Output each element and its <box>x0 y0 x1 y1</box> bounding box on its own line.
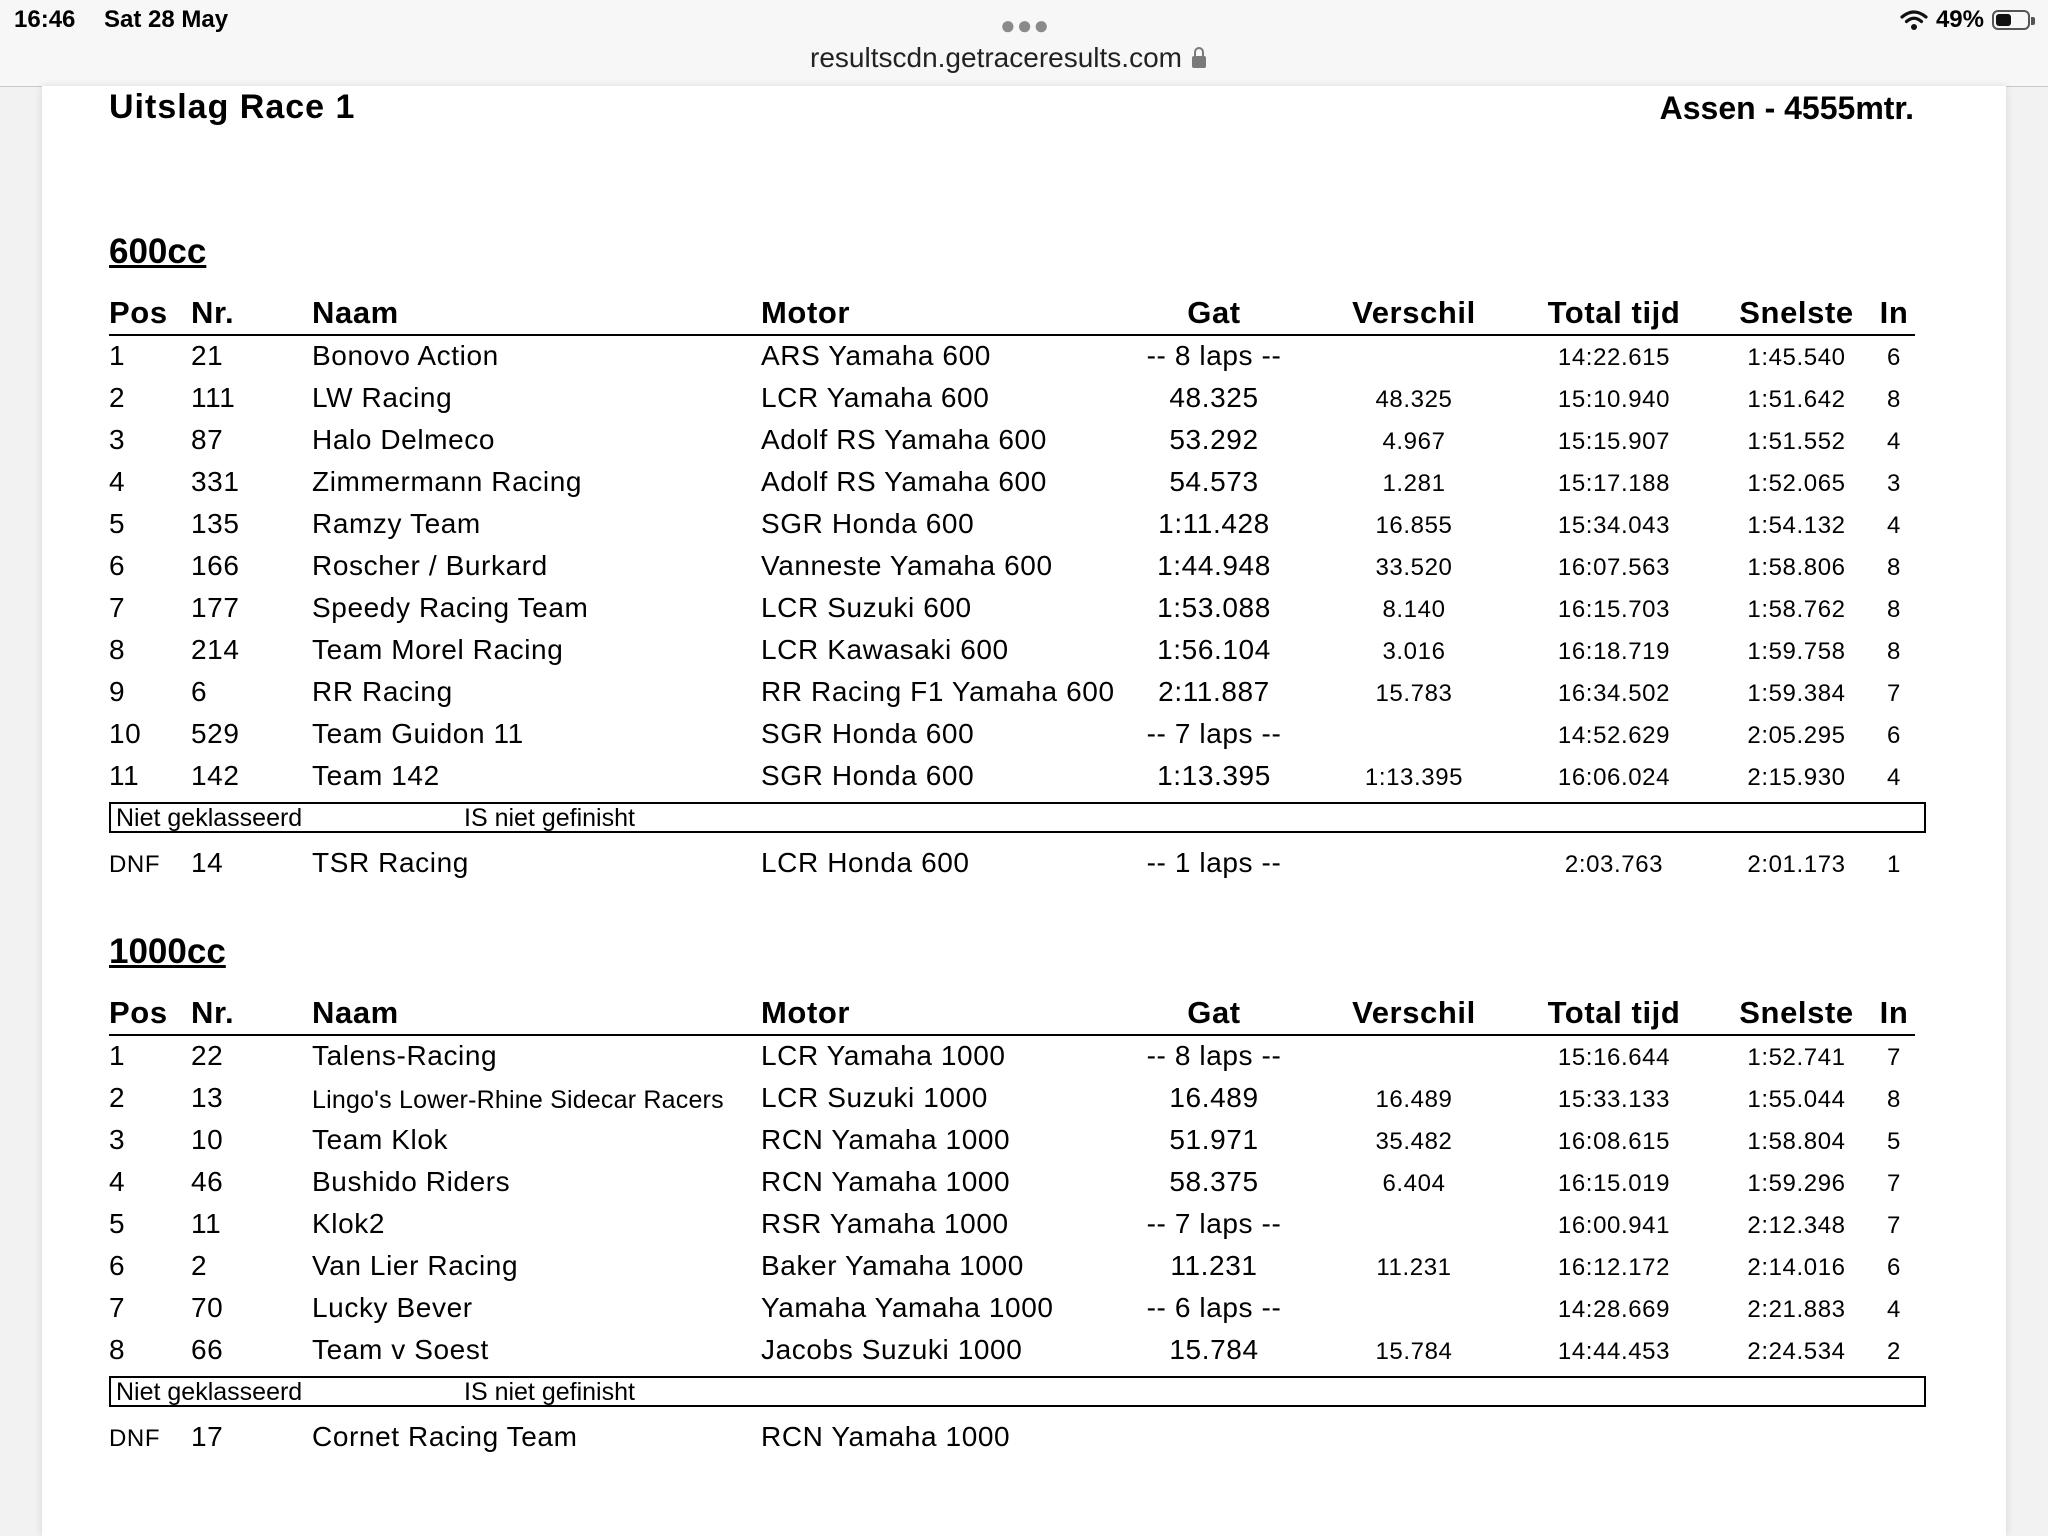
cell-gat: -- 7 laps -- <box>1146 718 1282 749</box>
cell-nr: 177 <box>191 592 240 623</box>
cell-snelste: 1:51.552 <box>1747 428 1846 455</box>
col-header-naam: Naam <box>312 295 399 330</box>
col-header-in: In <box>1879 995 1909 1030</box>
class-title: 1000cc <box>109 932 226 971</box>
cell-total: 15:16.644 <box>1557 1044 1671 1071</box>
address-bar[interactable] <box>0 42 2016 74</box>
cell-motor: LCR Suzuki 1000 <box>761 1082 988 1113</box>
cell-naam: TSR Racing <box>312 847 469 878</box>
cell-in: 8 <box>1887 596 1901 623</box>
cell-motor: SGR Honda 600 <box>761 508 975 539</box>
cell-naam: Roscher / Burkard <box>312 550 548 581</box>
cell-verschil: 35.482 <box>1375 1128 1453 1155</box>
table-row <box>109 378 1939 420</box>
cell-verschil: 33.520 <box>1375 554 1453 581</box>
cell-gat: 15.784 <box>1169 1334 1259 1365</box>
cell-verschil: 6.404 <box>1382 1170 1446 1197</box>
cell-verschil: 48.325 <box>1375 386 1453 413</box>
cell-nr: 66 <box>191 1334 224 1365</box>
cell-snelste: 1:52.741 <box>1747 1044 1846 1071</box>
cell-verschil: 1.281 <box>1382 470 1446 497</box>
cell-pos: 2 <box>109 1082 126 1113</box>
cell-naam: Bushido Riders <box>312 1166 511 1197</box>
not-classified-bar <box>109 802 1926 833</box>
cell-naam: Klok2 <box>312 1208 386 1239</box>
cell-verschil: 3.016 <box>1382 638 1446 665</box>
cell-snelste: 2:05.295 <box>1747 722 1846 749</box>
cell-gat: -- 8 laps -- <box>1146 340 1282 371</box>
col-header-in: In <box>1879 295 1909 330</box>
battery-percent: 49% <box>1935 6 1984 33</box>
cell-motor: Yamaha Yamaha 1000 <box>761 1292 1054 1323</box>
date: Sat 28 May <box>104 6 229 33</box>
cell-in: 6 <box>1887 1254 1901 1281</box>
battery-level <box>1996 14 2011 26</box>
table-row <box>109 672 1939 714</box>
cell-naam: LW Racing <box>312 382 453 413</box>
table-row <box>109 714 1939 756</box>
section-1000cc <box>109 932 1939 1459</box>
cell-snelste: 1:58.806 <box>1747 554 1846 581</box>
cell-naam: Lingo's Lower-Rhine Sidecar Racers <box>312 1086 724 1114</box>
cell-naam: Team 142 <box>312 760 440 791</box>
not-classified-note: IS niet gefinisht <box>464 1378 635 1406</box>
cell-pos: 8 <box>109 634 126 665</box>
dnf-rows <box>109 1417 1939 1459</box>
cell-nr: 10 <box>191 1124 224 1155</box>
cell-pos: 8 <box>109 1334 126 1365</box>
cell-gat: 2:11.887 <box>1158 676 1270 707</box>
cell-verschil: 16.855 <box>1375 512 1453 539</box>
cell-gat: -- 6 laps -- <box>1146 1292 1282 1323</box>
results-rows <box>109 336 1939 798</box>
cell-in: 5 <box>1887 1128 1901 1155</box>
cell-motor: Baker Yamaha 1000 <box>761 1250 1024 1281</box>
table-row <box>109 504 1939 546</box>
cell-total: 15:33.133 <box>1557 1086 1671 1113</box>
cell-nr: 529 <box>191 718 240 749</box>
col-header-verschil: Verschil <box>1352 295 1476 330</box>
cell-nr: 11 <box>191 1208 222 1239</box>
cell-pos: 1 <box>109 340 126 371</box>
cell-in: 7 <box>1887 1170 1901 1197</box>
cell-gat: 58.375 <box>1169 1166 1259 1197</box>
cell-motor: LCR Yamaha 600 <box>761 382 990 413</box>
cell-nr: 135 <box>191 508 240 539</box>
table-row <box>109 462 1939 504</box>
table-row <box>109 588 1939 630</box>
cell-pos: 4 <box>109 466 126 497</box>
cell-in: 1 <box>1887 851 1901 878</box>
col-header-verschil: Verschil <box>1352 995 1476 1030</box>
cell-snelste: 1:54.132 <box>1747 512 1846 539</box>
cell-total: 14:44.453 <box>1557 1338 1671 1365</box>
cell-pos: 9 <box>109 676 126 707</box>
table-row <box>109 1246 1939 1288</box>
cell-naam: Van Lier Racing <box>312 1250 519 1281</box>
cell-naam: Talens-Racing <box>312 1040 498 1071</box>
cell-snelste: 2:21.883 <box>1747 1296 1846 1323</box>
cell-pos: DNF <box>109 851 161 878</box>
table-row <box>109 420 1939 462</box>
table-row <box>109 1330 1939 1372</box>
not-classified-label: Niet geklasseerd <box>116 804 303 832</box>
cell-nr: 21 <box>191 340 224 371</box>
cell-snelste: 1:52.065 <box>1747 470 1846 497</box>
more-dots-icon[interactable]: ●●● <box>1000 10 1051 40</box>
cell-pos: 3 <box>109 424 126 455</box>
cell-total: 15:34.043 <box>1557 512 1671 539</box>
cell-in: 7 <box>1887 1044 1901 1071</box>
cell-nr: 331 <box>191 466 240 497</box>
cell-motor: RCN Yamaha 1000 <box>761 1124 1011 1155</box>
class-title: 600cc <box>109 232 207 271</box>
cell-in: 8 <box>1887 386 1901 413</box>
cell-motor: Adolf RS Yamaha 600 <box>761 424 1047 455</box>
cell-motor: Jacobs Suzuki 1000 <box>761 1334 1023 1365</box>
cell-nr: 14 <box>191 847 224 878</box>
cell-total: 15:17.188 <box>1557 470 1671 497</box>
cell-total: 16:00.941 <box>1557 1212 1671 1239</box>
cell-gat: 1:11.428 <box>1158 508 1270 539</box>
cell-gat: 54.573 <box>1169 466 1259 497</box>
col-header-motor: Motor <box>761 995 851 1030</box>
not-classified-note: IS niet gefinisht <box>464 804 635 832</box>
cell-snelste: 2:01.173 <box>1747 851 1846 878</box>
cell-pos: 10 <box>109 718 142 749</box>
cell-in: 6 <box>1887 722 1901 749</box>
cell-total: 16:15.703 <box>1557 596 1671 623</box>
cell-motor: RR Racing F1 Yamaha 600 <box>761 676 1115 707</box>
cell-in: 4 <box>1887 1296 1901 1323</box>
section-600cc <box>109 232 1939 885</box>
cell-total: 16:08.615 <box>1557 1128 1671 1155</box>
dnf-rows <box>109 843 1939 885</box>
cell-gat: 48.325 <box>1169 382 1259 413</box>
cell-verschil: 16.489 <box>1375 1086 1453 1113</box>
status-bar <box>0 0 2048 87</box>
page-title: Uitslag Race 1 <box>109 88 356 126</box>
cell-total: 14:22.615 <box>1557 344 1671 371</box>
battery-cap <box>2031 17 2035 25</box>
cell-in: 8 <box>1887 554 1901 581</box>
cell-in: 3 <box>1887 470 1901 497</box>
cell-verschil: 1:13.395 <box>1364 764 1464 791</box>
table-row <box>109 336 1939 378</box>
cell-motor: LCR Suzuki 600 <box>761 592 972 623</box>
cell-pos: 4 <box>109 1166 126 1197</box>
col-header-nr: Nr. <box>191 295 235 330</box>
cell-nr: 17 <box>191 1421 224 1452</box>
cell-pos: 7 <box>109 1292 126 1323</box>
cell-naam: Bonovo Action <box>312 340 499 371</box>
cell-naam: RR Racing <box>312 676 453 707</box>
status-indicators <box>1900 6 2030 34</box>
cell-motor: SGR Honda 600 <box>761 718 975 749</box>
table-row <box>109 1417 1939 1459</box>
cell-pos: 7 <box>109 592 126 623</box>
cell-motor: LCR Yamaha 1000 <box>761 1040 1006 1071</box>
table-row <box>109 756 1939 798</box>
table-header <box>109 992 1915 1036</box>
cell-naam: Team Klok <box>312 1124 449 1155</box>
cell-pos: 1 <box>109 1040 126 1071</box>
cell-pos: 6 <box>109 1250 126 1281</box>
cell-naam: Cornet Racing Team <box>312 1421 578 1452</box>
cell-nr: 111 <box>191 382 236 413</box>
col-header-naam: Naam <box>312 995 399 1030</box>
cell-in: 4 <box>1887 764 1901 791</box>
cell-verschil: 4.967 <box>1382 428 1446 455</box>
table-row <box>109 1036 1939 1078</box>
cell-total: 16:34.502 <box>1557 680 1671 707</box>
cell-pos: 5 <box>109 1208 126 1239</box>
cell-motor: LCR Kawasaki 600 <box>761 634 1009 665</box>
cell-gat: 1:56.104 <box>1157 634 1271 665</box>
cell-motor: RCN Yamaha 1000 <box>761 1166 1011 1197</box>
col-header-gat: Gat <box>1187 995 1241 1030</box>
cell-pos: 5 <box>109 508 126 539</box>
cell-naam: Ramzy Team <box>312 508 481 539</box>
cell-gat: 1:13.395 <box>1157 760 1271 791</box>
cell-pos: 2 <box>109 382 126 413</box>
table-row <box>109 1120 1939 1162</box>
cell-naam: Zimmermann Racing <box>312 466 583 497</box>
url-text: resultscdn.getraceresults.com <box>810 42 1182 73</box>
cell-motor: ARS Yamaha 600 <box>761 340 991 371</box>
table-row <box>109 843 1939 885</box>
col-header-snelste: Snelste <box>1739 995 1854 1030</box>
cell-total: 16:12.172 <box>1557 1254 1671 1281</box>
cell-pos: 11 <box>109 760 140 791</box>
cell-motor: SGR Honda 600 <box>761 760 975 791</box>
cell-motor: RSR Yamaha 1000 <box>761 1208 1009 1239</box>
cell-snelste: 2:15.930 <box>1747 764 1846 791</box>
cell-in: 4 <box>1887 512 1901 539</box>
lock-icon <box>1192 56 1206 68</box>
not-classified-bar <box>109 1376 1926 1407</box>
cell-gat: 16.489 <box>1169 1082 1259 1113</box>
cell-gat: 53.292 <box>1169 424 1259 455</box>
cell-snelste: 1:59.758 <box>1747 638 1846 665</box>
cell-total: 15:15.907 <box>1557 428 1671 455</box>
cell-in: 6 <box>1887 344 1901 371</box>
cell-in: 7 <box>1887 680 1901 707</box>
cell-total: 16:07.563 <box>1557 554 1671 581</box>
cell-in: 7 <box>1887 1212 1901 1239</box>
cell-in: 8 <box>1887 638 1901 665</box>
cell-snelste: 1:58.762 <box>1747 596 1846 623</box>
cell-motor: LCR Honda 600 <box>761 847 970 878</box>
wifi-icon <box>1900 9 1928 31</box>
cell-gat: 11.231 <box>1170 1250 1258 1281</box>
col-header-gat: Gat <box>1187 295 1241 330</box>
cell-gat: 1:44.948 <box>1157 550 1271 581</box>
table-row <box>109 630 1939 672</box>
cell-nr: 6 <box>191 676 208 707</box>
table-header <box>109 292 1915 336</box>
cell-snelste: 1:51.642 <box>1747 386 1846 413</box>
cell-gat: -- 8 laps -- <box>1146 1040 1282 1071</box>
cell-in: 2 <box>1887 1338 1901 1365</box>
cell-gat: -- 7 laps -- <box>1146 1208 1282 1239</box>
cell-in: 8 <box>1887 1086 1901 1113</box>
cell-naam: Speedy Racing Team <box>312 592 589 623</box>
cell-motor: Vanneste Yamaha 600 <box>761 550 1053 581</box>
cell-nr: 46 <box>191 1166 224 1197</box>
clock: 16:46 <box>14 6 76 33</box>
cell-nr: 13 <box>191 1082 224 1113</box>
cell-pos: 6 <box>109 550 126 581</box>
results-rows <box>109 1036 1939 1372</box>
col-header-snelste: Snelste <box>1739 295 1854 330</box>
cell-snelste: 1:59.296 <box>1747 1170 1846 1197</box>
cell-nr: 2 <box>191 1250 208 1281</box>
cell-naam: Lucky Bever <box>312 1292 473 1323</box>
cell-nr: 214 <box>191 634 240 665</box>
table-row <box>109 1288 1939 1330</box>
cell-naam: Team v Soest <box>312 1334 489 1365</box>
cell-motor: RCN Yamaha 1000 <box>761 1421 1011 1452</box>
cell-gat: 1:53.088 <box>1157 592 1271 623</box>
results-document <box>42 86 2006 1536</box>
cell-naam: Halo Delmeco <box>312 424 496 455</box>
cell-verschil: 8.140 <box>1382 596 1446 623</box>
cell-nr: 22 <box>191 1040 224 1071</box>
not-classified-label: Niet geklasseerd <box>116 1378 303 1406</box>
cell-nr: 166 <box>191 550 240 581</box>
battery-icon <box>1992 10 2030 30</box>
cell-nr: 70 <box>191 1292 224 1323</box>
cell-gat: -- 1 laps -- <box>1146 847 1282 878</box>
cell-gat: 51.971 <box>1169 1124 1259 1155</box>
cell-total: 2:03.763 <box>1564 851 1664 878</box>
cell-nr: 87 <box>191 424 224 455</box>
table-row <box>109 1078 1939 1120</box>
cell-total: 16:18.719 <box>1557 638 1671 665</box>
cell-pos: DNF <box>109 1425 161 1452</box>
col-header-pos: Pos <box>109 295 168 330</box>
col-header-total: Total tijd <box>1547 995 1681 1030</box>
cell-nr: 142 <box>191 760 240 791</box>
cell-snelste: 1:58.804 <box>1747 1128 1846 1155</box>
cell-motor: Adolf RS Yamaha 600 <box>761 466 1047 497</box>
col-header-nr: Nr. <box>191 995 235 1030</box>
cell-snelste: 2:24.534 <box>1747 1338 1846 1365</box>
cell-verschil: 15.784 <box>1375 1338 1453 1365</box>
cell-snelste: 1:45.540 <box>1747 344 1846 371</box>
col-header-total: Total tijd <box>1547 295 1681 330</box>
cell-in: 4 <box>1887 428 1901 455</box>
cell-naam: Team Guidon 11 <box>312 718 524 749</box>
cell-snelste: 1:59.384 <box>1747 680 1846 707</box>
cell-total: 15:10.940 <box>1557 386 1671 413</box>
table-row <box>109 1204 1939 1246</box>
cell-snelste: 2:14.016 <box>1747 1254 1846 1281</box>
cell-total: 16:15.019 <box>1557 1170 1671 1197</box>
cell-snelste: 1:55.044 <box>1747 1086 1846 1113</box>
table-row <box>109 546 1939 588</box>
cell-pos: 3 <box>109 1124 126 1155</box>
cell-total: 14:52.629 <box>1557 722 1671 749</box>
cell-verschil: 11.231 <box>1376 1254 1452 1281</box>
col-header-pos: Pos <box>109 995 168 1030</box>
cell-total: 14:28.669 <box>1557 1296 1671 1323</box>
table-row <box>109 1162 1939 1204</box>
cell-verschil: 15.783 <box>1375 680 1453 707</box>
track-info: Assen - 4555mtr. <box>1659 90 1914 126</box>
cell-total: 16:06.024 <box>1557 764 1671 791</box>
col-header-motor: Motor <box>761 295 851 330</box>
cell-snelste: 2:12.348 <box>1747 1212 1846 1239</box>
cell-naam: Team Morel Racing <box>312 634 564 665</box>
